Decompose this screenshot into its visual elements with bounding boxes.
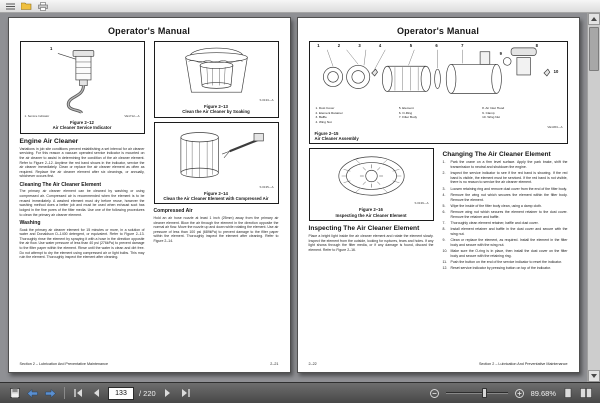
callout-number: 1 bbox=[50, 45, 53, 51]
callout-number: 3 bbox=[358, 43, 361, 49]
page-count-label: / 220 bbox=[139, 388, 156, 398]
paragraph: Place a bright light inside the air cleaner element and rotate the element slowly. Inspect the element from the outside, looking for ruptures, tears and holes. If any light shows through the filter media, or if any damage is found, discard the element. Refer to Figure 2–16. bbox=[308, 234, 434, 252]
figure-2-12 bbox=[20, 41, 145, 134]
callout-number: 7 bbox=[461, 43, 464, 49]
step-number: 6. bbox=[442, 210, 446, 215]
soaking-bucket-illustration bbox=[157, 44, 276, 98]
compressed-air-illustration bbox=[157, 125, 276, 185]
figure-code: S 0133—A bbox=[259, 98, 274, 102]
callout-number: 4 bbox=[378, 43, 382, 49]
step-text: Remove the wing nut which secures the element within the filter body. Remove the element. bbox=[450, 192, 568, 202]
step-number: 5. bbox=[442, 203, 446, 208]
service-indicator-illustration bbox=[23, 44, 142, 114]
figure-2-15 bbox=[309, 41, 568, 144]
figure-2-13 bbox=[154, 41, 279, 118]
callout-number: 10 bbox=[553, 69, 559, 75]
toolbar-separator bbox=[64, 387, 65, 399]
figure-parts-list bbox=[312, 106, 565, 125]
step-number: 7. bbox=[442, 221, 446, 226]
document-viewport[interactable] bbox=[0, 13, 587, 382]
step-number: 4. bbox=[442, 192, 446, 197]
part-entry: 6. O-Ring bbox=[398, 110, 413, 115]
figure-2-16 bbox=[309, 148, 434, 221]
parts-column-2 bbox=[399, 106, 477, 125]
callout-number: 2 bbox=[337, 43, 341, 49]
step-number: 3. bbox=[442, 186, 446, 191]
scrollbar-thumb[interactable] bbox=[589, 27, 599, 71]
figure-caption: Figure 2–15 Air Cleaner Assembly bbox=[314, 130, 359, 141]
part-entry: 5. Element bbox=[398, 106, 414, 110]
step-text: Install element retainer and baffle in the dust cover and secure with the wing nut. bbox=[450, 227, 568, 236]
print-icon[interactable] bbox=[37, 2, 48, 11]
step-text: Thoroughly clean element retainer, baffle and dust cover. bbox=[450, 221, 539, 226]
step-text: Make sure the O-ring is in place, then install the dust cover on the filter body and secure with the retaining ring. bbox=[450, 249, 568, 258]
air-cleaner-assembly-illustration bbox=[312, 44, 565, 104]
heading-washing: Washing bbox=[19, 220, 41, 227]
step-item bbox=[443, 266, 568, 271]
last-page-button[interactable] bbox=[179, 387, 192, 400]
step-text: Reset service indicator by pressing button on top of the indicator. bbox=[450, 266, 551, 271]
callout-number: 8 bbox=[535, 43, 538, 49]
previous-page-button[interactable] bbox=[90, 387, 103, 400]
step-item bbox=[443, 210, 568, 219]
footer-section-label: Section 2 – Lubrication And Preventative Maintenance bbox=[478, 362, 568, 366]
page-footer bbox=[309, 362, 568, 366]
heading-compressed-air: Compressed Air bbox=[153, 208, 193, 215]
step-text: Remove wing nut which secures the element retainer to the dust cover. Remove the retainer and baffle. bbox=[450, 210, 568, 219]
heading-engine-air-cleaner: Engine Air Cleaner bbox=[19, 137, 79, 145]
inspecting-element-illustration bbox=[312, 151, 431, 201]
paragraph: Variations in job site conditions prevent establishing a set interval for air cleaner servicing. For this reason a vacuum operated service indicator is mounted on the air cleaner to assist in determining the condition of the air cleaner element. Refer to Figure 2–12. Anytime the red band shows in the indicator, service the air cleaner immediately. Clean or replace the air cleaner element as often as required. Replace the air cleaner element after six cleanings, or annually, whichever occurs first. bbox=[19, 146, 145, 179]
step-item bbox=[443, 187, 568, 192]
step-item bbox=[443, 160, 568, 169]
step-number: 2. bbox=[442, 171, 446, 176]
step-number: 12. bbox=[442, 266, 448, 271]
scroll-down-button[interactable] bbox=[588, 370, 600, 382]
callout-number: 5 bbox=[409, 43, 413, 49]
step-item bbox=[443, 249, 568, 258]
status-bar bbox=[0, 382, 600, 403]
previous-view-icon[interactable] bbox=[26, 387, 39, 400]
step-number: 11. bbox=[442, 260, 448, 265]
parts-column-1 bbox=[316, 106, 394, 125]
next-view-icon[interactable] bbox=[44, 387, 57, 400]
step-text: Loosen retaining ring and remove dust cover from the end of the filter body. bbox=[450, 186, 567, 191]
manual-page-right bbox=[297, 17, 580, 373]
changing-steps-list bbox=[443, 160, 568, 271]
save-icon[interactable] bbox=[8, 387, 21, 400]
step-number: 10. bbox=[442, 249, 448, 254]
step-item bbox=[443, 221, 568, 226]
figure-code: S 0139—A bbox=[414, 201, 429, 206]
step-item bbox=[443, 238, 568, 247]
scroll-up-button[interactable] bbox=[588, 13, 600, 25]
step-item bbox=[443, 204, 568, 209]
paragraph: Hold an air hose nozzle at least 1 inch (25mm) away from the primary air cleaner element. Blow the air through the element in the direction opposite the normal air flow. Move the nozzle up and down while rotating the element. Use air pressure of less than 100 psi (689kPa) to prevent damage to the filter paper within the element. Thoroughly inspect the element after cleaning. Refer to Figure 2–14. bbox=[153, 215, 279, 243]
step-item bbox=[443, 227, 568, 236]
part-entry: 9. Clamp bbox=[482, 110, 495, 115]
figure-code: VE1712—A bbox=[124, 114, 140, 118]
zoom-slider[interactable] bbox=[446, 387, 508, 399]
part-entry: 3. Baffle bbox=[315, 115, 327, 120]
footer-page-number: 2–22 bbox=[308, 362, 317, 366]
paragraph: Soak the primary air cleaner element for 15 minutes or more, in a solution of water and Donaldson D–1400 detergent, or equivalent. Refer to Figure 2–13. Thoroughly rinse the element by spraying it with a hose in the direction opposite the air flow. Use water pressure of less than 40 psi (276kPa) to prevent damage to the filter paper within the element. Rinse until the water is clean and dirt free. Do not attempt to dry the element using compressed air or light bulbs. This may ruin the element. Thoroughly inspect the element after cleaning. bbox=[19, 227, 145, 260]
manual-page-left bbox=[8, 17, 291, 373]
open-folder-icon[interactable] bbox=[21, 2, 32, 11]
first-page-button[interactable] bbox=[72, 387, 85, 400]
part-entry: 2. Element Retainer bbox=[315, 110, 343, 115]
figure-2-14 bbox=[154, 122, 279, 205]
menu-icon[interactable] bbox=[5, 2, 16, 11]
step-item bbox=[443, 193, 568, 202]
arrow-down-icon bbox=[591, 374, 597, 378]
figure-caption: Figure 2–14 Clean the Air Cleaner Element with Compressed Air bbox=[163, 190, 269, 202]
heading-changing-element: Changing The Air Cleaner Element bbox=[442, 151, 551, 159]
vertical-scrollbar[interactable] bbox=[587, 13, 600, 382]
figure-caption: Figure 2–12 Air Cleaner Service Indicator bbox=[52, 120, 112, 131]
two-page-view-button[interactable] bbox=[579, 387, 592, 400]
step-number: 9. bbox=[442, 238, 446, 243]
step-number: 1. bbox=[442, 160, 446, 165]
step-number: 8. bbox=[442, 227, 446, 232]
zoom-slider-track bbox=[446, 392, 508, 394]
heading-cleaning-element: Cleaning The Air Cleaner Element bbox=[19, 181, 102, 188]
part-entry: 4. Wing Nut bbox=[315, 119, 332, 124]
footer-page-number: 2–21 bbox=[270, 362, 279, 366]
page-title: Operator's Manual bbox=[107, 26, 191, 36]
part-entry: 8. Air Inlet Hood bbox=[482, 106, 505, 110]
arrow-up-icon bbox=[591, 17, 597, 21]
figure-part-label: 1. Service Indicator bbox=[24, 114, 50, 118]
zoom-out-button[interactable] bbox=[428, 387, 441, 400]
callout-number: 6 bbox=[435, 43, 438, 49]
step-text: Park the crane on a firm level surface. Apply the park brake, shift the transmission to neutral and shutdown the engine. bbox=[450, 160, 568, 169]
callout-number: 1 bbox=[317, 43, 320, 49]
parts-column-3 bbox=[482, 106, 560, 125]
step-text: Clean or replace the element, as required. Install the element in the filter body and secure with the wing nut. bbox=[450, 238, 568, 247]
step-item bbox=[443, 260, 568, 265]
figure-code: S 0135—A bbox=[259, 184, 274, 189]
zoom-in-button[interactable] bbox=[513, 387, 526, 400]
top-toolbar bbox=[0, 0, 600, 13]
part-entry: 7. Filter Body bbox=[398, 115, 418, 120]
figure-caption: Figure 2–13 Clean the Air Cleaner by Soaking bbox=[182, 104, 250, 115]
zoom-percent: 89.68% bbox=[530, 388, 556, 398]
paragraph: The primary air cleaner element can be cleaned by washing or using compressed air. Compressed air is recommended when the element is to be reused immediately. A washed element must dry before reuse, however the washing method does a better job and must be used when exhaust soot has lodged in the fine pores of the filter media. Use one of the following procedures to clean the primary air cleaner element. bbox=[19, 189, 145, 217]
step-text: Wipe the inside of the filter body clean, using a damp cloth. bbox=[450, 203, 542, 208]
part-entry: 10. Wing Nut bbox=[482, 115, 501, 120]
single-page-view-button[interactable] bbox=[561, 387, 574, 400]
step-item bbox=[443, 171, 568, 185]
zoom-slider-thumb[interactable] bbox=[482, 388, 487, 398]
step-text: Inspect the service indicator to see if the red band is showing. If the red band is visible, the element must be serviced. If the red band is not visible, there is no reason to service the air cleaner element. bbox=[450, 171, 568, 185]
heading-inspecting-element: Inspecting The Air Cleaner Element bbox=[308, 225, 420, 232]
step-text: Push the button on the end of the service indicator to reset the indicator. bbox=[450, 260, 562, 265]
callout-number: 9 bbox=[499, 51, 503, 57]
page-title: Operator's Manual bbox=[396, 26, 480, 36]
figure-caption: Figure 2–16 Inspecting the Air Cleaner Element bbox=[335, 207, 407, 218]
next-page-button[interactable] bbox=[161, 387, 174, 400]
footer-section-label: Section 2 – Lubrication And Preventative Maintenance bbox=[19, 362, 109, 366]
part-entry: 1. Dust Cover bbox=[315, 106, 335, 110]
page-number-input[interactable] bbox=[108, 387, 134, 400]
figure-code: VE1363—A bbox=[547, 124, 563, 129]
page-footer bbox=[20, 362, 279, 366]
